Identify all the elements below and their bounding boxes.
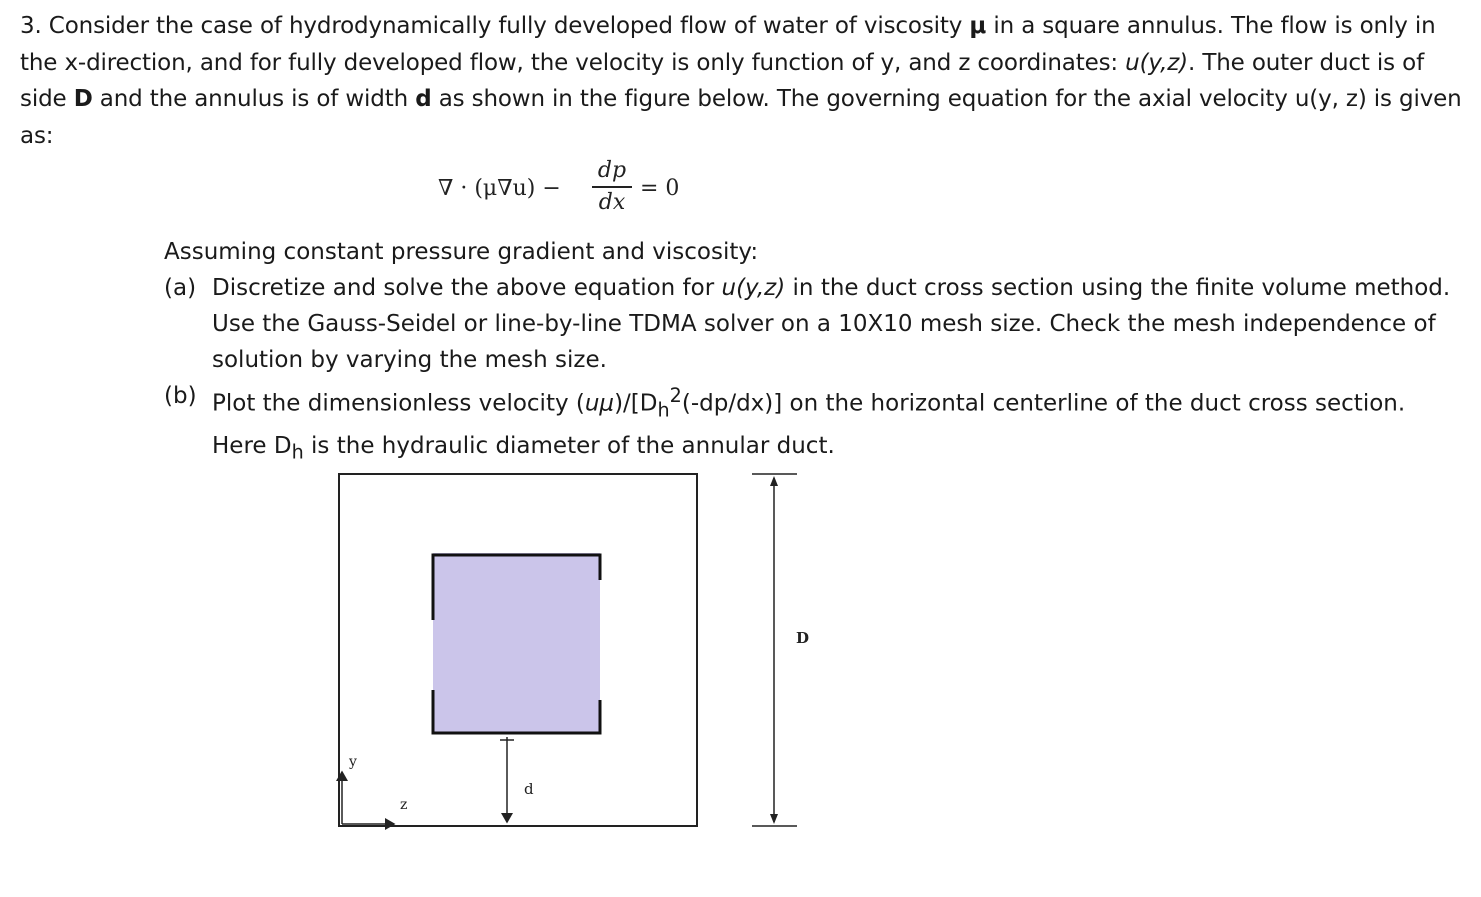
- part-b-subscript-2: h: [291, 440, 304, 464]
- velocity-function: u(y,z): [1125, 49, 1189, 76]
- fraction-denominator: dx: [598, 190, 626, 215]
- equation-rhs: = 0: [640, 176, 680, 201]
- equation-lhs: ∇ · (μ∇u) −: [438, 176, 561, 201]
- part-b-variable: uμ: [584, 390, 615, 417]
- part-b-text-4: is the hydraulic diameter of the annular duct.: [303, 433, 835, 460]
- D-arrow-bottom: [770, 814, 778, 824]
- intro-text-5: as shown in the figure below. The governing equation for the axial velocity u(y, z) is given as:: [20, 86, 1462, 149]
- intro-text-3: . The outer duct is of side: [20, 49, 1425, 112]
- inner-duct-fill: [433, 553, 600, 733]
- assumption-text: Assuming constant pressure gradient and viscosity:: [164, 239, 759, 265]
- d-label: d: [524, 780, 534, 798]
- part-b-label: (b): [164, 383, 197, 409]
- part-b-subscript-1: h: [657, 398, 670, 422]
- part-b-superscript: 2: [669, 384, 682, 407]
- y-axis-label: y: [349, 754, 357, 770]
- D-label: D: [796, 629, 810, 647]
- outer-side-symbol: D: [73, 86, 93, 112]
- part-b-text-1: Plot the dimensionless velocity (: [212, 390, 585, 417]
- intro-text-1: 3. Consider the case of hydrodynamically fully developed flow of water of viscosity: [20, 13, 970, 39]
- part-a-text-2: in the duct cross section using the finite volume method. Use the Gauss-Seidel or line-by-line TDMA solver on a 10X10 mesh size. Check the mesh independence of solution by varying the mesh size.: [212, 275, 1451, 373]
- z-axis-label: z: [400, 797, 408, 813]
- part-a-text-1: Discretize and solve the above equation for: [212, 275, 722, 301]
- part-b-text-2: )/[D: [614, 390, 658, 417]
- part-b-text-3: (-dp/dx)] on the horizontal centerline of the duct cross section. Here D: [212, 390, 1406, 460]
- part-a-label: (a): [164, 275, 197, 301]
- D-arrow-top: [770, 476, 778, 486]
- intro-text-4: and the annulus is of width: [92, 86, 416, 112]
- intro-text-2: in a square annulus. The flow is only in the x-direction, and for fully developed flow, the velocity is only function of y, and z coordinates:: [20, 13, 1436, 76]
- part-a-variable: u(y,z): [721, 275, 786, 301]
- fraction-numerator: dp: [597, 158, 627, 183]
- mu-symbol: μ: [969, 13, 987, 39]
- annulus-width-symbol: d: [415, 86, 432, 112]
